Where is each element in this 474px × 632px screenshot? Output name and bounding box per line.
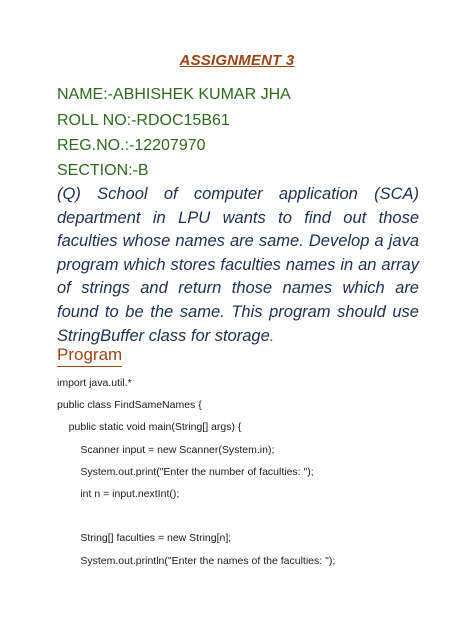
code-line: Scanner input = new Scanner(System.in); (57, 443, 275, 456)
code-line: int n = input.nextInt(); (57, 487, 180, 500)
program-heading: Program (57, 345, 122, 367)
registration-number: REG.NO.:-12207970 (57, 137, 206, 154)
code-line: System.out.println("Enter the names of the faculties: "); (57, 554, 336, 567)
code-block (57, 372, 335, 572)
code-line: import java.util.* (57, 377, 132, 389)
question-text: (Q) School of computer application (SCA) department in LPU wants to find out those faculties whose names are same. Develop a java program which stores faculties names in an array of strings and return those names which are found to be the same. This program should use StringBuffer class for storage (57, 185, 419, 345)
student-name: NAME:-ABHISHEK KUMAR JHA (57, 86, 291, 103)
roll-number: ROLL NO:-RDOC15B61 (57, 112, 230, 129)
code-line: String[] faculties = new String[n]; (57, 532, 232, 545)
code-line-blank (57, 505, 335, 527)
code-line: System.out.print("Enter the number of faculties: "); (57, 465, 314, 478)
section: SECTION:-B (57, 162, 149, 179)
assignment-title: ASSIGNMENT 3 (179, 52, 295, 69)
code-line: public class FindSameNames { (57, 399, 202, 412)
question-paragraph (57, 183, 419, 348)
question-end-mark: . (269, 326, 275, 345)
code-line: public static void main(String[] args) { (57, 421, 242, 434)
